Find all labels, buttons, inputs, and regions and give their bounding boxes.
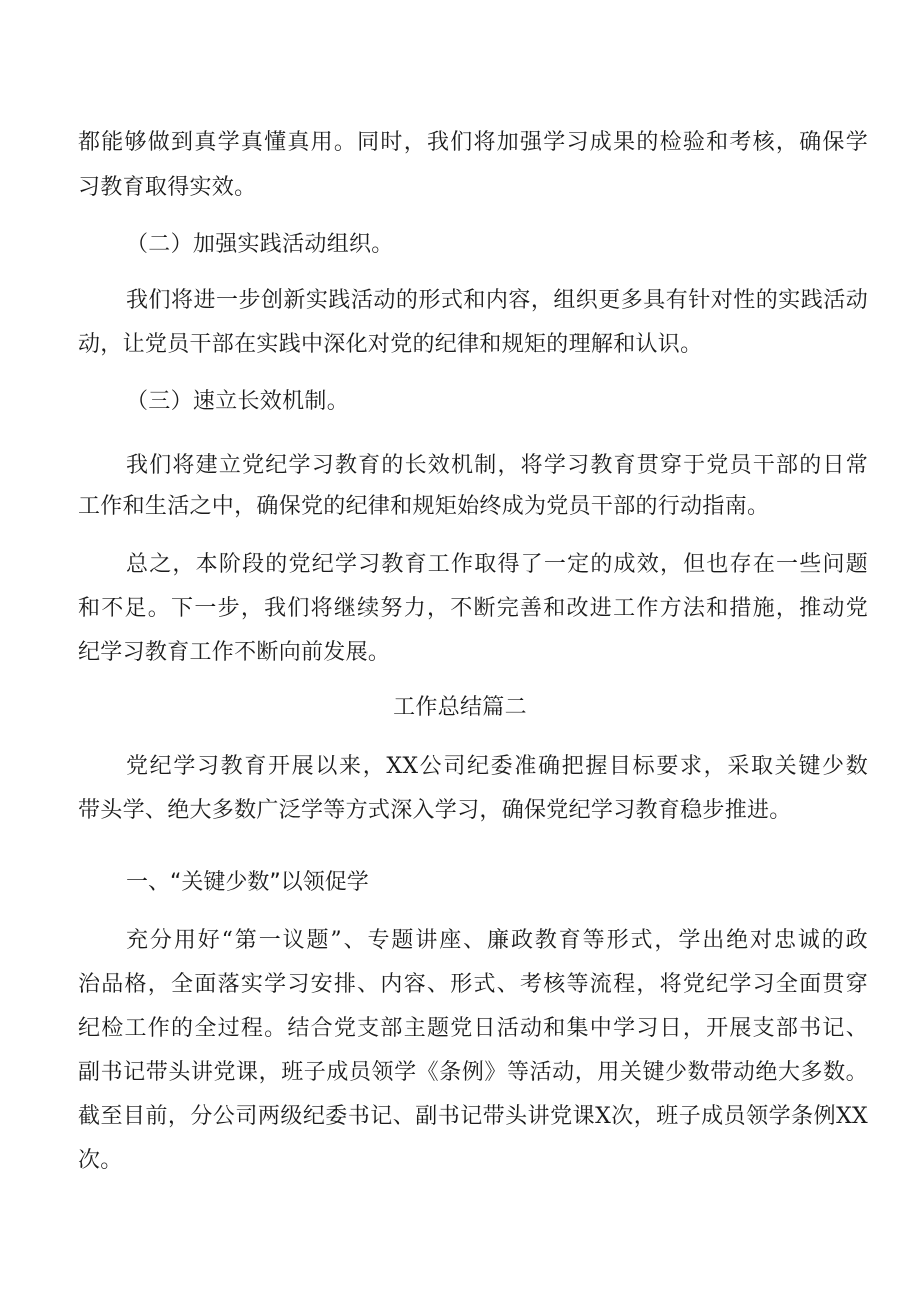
paragraph-line: 都能够做到真学真懂真用。同时，我们将加强学习成果的检验和考核，确保学	[78, 130, 868, 155]
paragraph-line: 工作和生活之中，确保党的纪律和规矩始终成为党员干部的行动指南。	[78, 494, 770, 519]
paragraph-line: 习教育取得实效。	[78, 175, 257, 200]
section-heading: （二）加强实践活动组织。	[126, 232, 394, 257]
paragraph-line: 副书记带头讲党课，班子成员领学《条例》等活动，用关键少数带动绝大多数。	[78, 1060, 868, 1085]
paragraph-line: 党纪学习教育开展以来，XX公司纪委准确把握目标要求，采取关键少数	[126, 754, 868, 779]
paragraph-line: 次。	[78, 1148, 123, 1173]
paragraph-line: 纪检工作的全过程。结合党支部主题党日活动和集中学习日，开展支部书记、	[78, 1016, 868, 1041]
section-title: 工作总结篇二	[393, 695, 527, 720]
paragraph-line: 带头学、绝大多数广泛学等方式深入学习，确保党纪学习教育稳步推进。	[78, 798, 792, 823]
paragraph-line: 充分用好“第一议题”、专题讲座、廉政教育等形式，学出绝对忠诚的政	[126, 928, 868, 953]
paragraph-line: 纪学习教育工作不断向前发展。	[78, 640, 391, 665]
paragraph-line: 动，让党员干部在实践中深化对党的纪律和规矩的理解和认识。	[78, 332, 703, 357]
paragraph-line: 我们将建立党纪学习教育的长效机制，将学习教育贯穿于党员干部的日常	[126, 453, 868, 478]
paragraph-line: 总之，本阶段的党纪学习教育工作取得了一定的成效，但也存在一些问题	[126, 552, 868, 577]
subsection-heading: 一、“关键少数”以领促学	[126, 870, 369, 895]
paragraph-line: 治品格，全面落实学习安排、内容、形式、考核等流程，将党纪学习全面贯穿	[78, 972, 868, 997]
paragraph-line: 截至目前，分公司两级纪委书记、副书记带头讲党课X次，班子成员领学条例XX	[78, 1104, 868, 1129]
paragraph-line: 和不足。下一步，我们将继续努力，不断完善和改进工作方法和措施，推动党	[78, 596, 868, 621]
section-heading: （三）速立长效机制。	[126, 389, 350, 414]
paragraph-line: 我们将进一步创新实践活动的形式和内容，组织更多具有针对性的实践活动	[126, 288, 868, 313]
